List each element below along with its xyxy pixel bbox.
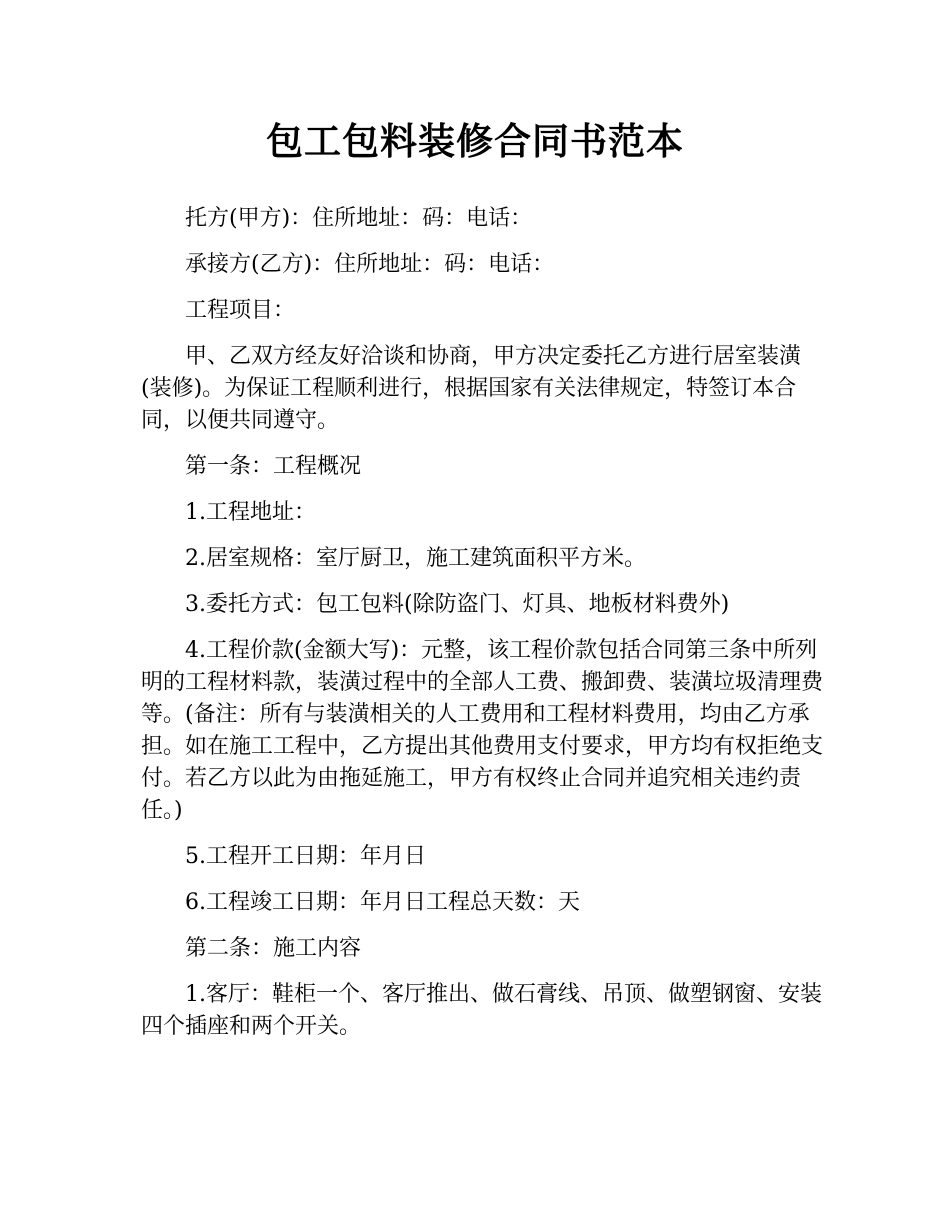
document-title: 包工包料装修合同书范本 (266, 120, 684, 163)
project-line: 工程项目： (185, 298, 296, 323)
article-2-heading: 第二条：施工内容 (185, 936, 362, 961)
document-body (141, 203, 831, 1043)
clause-6-end-date: 6.工程竣工日期：年月日工程总天数：天 (185, 890, 580, 915)
intro-paragraph: 甲、乙双方经友好洽谈和协商，甲方决定委托乙方进行居室装潢(装修)。为保证工程顺利进行，根据国家有关法律规定，特签订本合同，以便共同遵守。 (141, 344, 802, 433)
article-1-heading: 第一条：工程概况 (185, 454, 362, 479)
party-a-line: 托方(甲方)：住所地址：码：电话： (185, 206, 533, 231)
clause-3-method: 3.委托方式：包工包料(除防盗门、灯具、地板材料费外) (185, 592, 730, 617)
clause-1-address: 1.工程地址： (185, 500, 316, 525)
clause-2-specs: 2.居室规格：室厅厨卫，施工建筑面积平方米。 (185, 546, 646, 571)
content-1-living-room: 1.客厅：鞋柜一个、客厅推出、做石膏线、吊顶、做塑钢窗、安装四个插座和两个开关。 (141, 982, 822, 1039)
clause-4-price: 4.工程价款(金额大写)：元整，该工程价款包括合同第三条中所列明的工程材料款，装潢过程中的全部人工费、搬卸费、装潢垃圾清理费等。(备注：所有与装潢相关的人工费用和工程材料费用，均由乙方承担。如在施工工程中，乙方提出其他费用支付要求，甲方均有权拒绝支付。若乙方以此为由拖延施工，甲方有权终止合同并追究相关违约责任。) (141, 638, 824, 823)
clause-5-start-date: 5.工程开工日期：年月日 (185, 844, 426, 869)
party-b-line: 承接方(乙方)：住所地址：码：电话： (185, 252, 555, 277)
